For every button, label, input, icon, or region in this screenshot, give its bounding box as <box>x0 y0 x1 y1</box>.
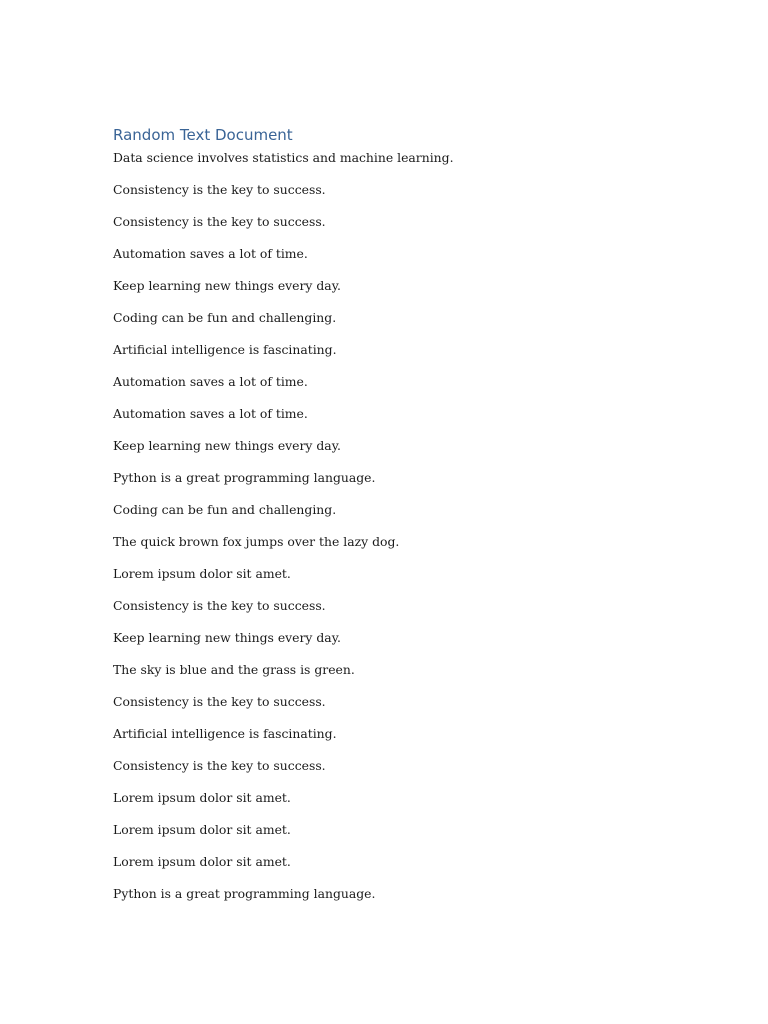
paragraph-line: The quick brown fox jumps over the lazy dog. <box>113 534 400 549</box>
paragraph-line: Automation saves a lot of time. <box>113 246 308 261</box>
paragraph-line: Consistency is the key to success. <box>113 598 326 613</box>
paragraph-line: The sky is blue and the grass is green. <box>113 662 355 677</box>
paragraph-line: Consistency is the key to success. <box>113 214 326 229</box>
paragraph-line: Data science involves statistics and machine learning. <box>113 150 454 165</box>
paragraph-line: Automation saves a lot of time. <box>113 374 308 389</box>
paragraph-line: Lorem ipsum dolor sit amet. <box>113 854 291 869</box>
paragraph-line: Automation saves a lot of time. <box>113 406 308 421</box>
document-title: Random Text Document <box>113 126 293 144</box>
paragraph-line: Python is a great programming language. <box>113 470 376 485</box>
paragraph-line: Artificial intelligence is fascinating. <box>113 342 337 357</box>
paragraph-line: Lorem ipsum dolor sit amet. <box>113 790 291 805</box>
paragraph-line: Consistency is the key to success. <box>113 758 326 773</box>
paragraph-line: Keep learning new things every day. <box>113 438 341 453</box>
paragraph-line: Consistency is the key to success. <box>113 694 326 709</box>
paragraph-line: Python is a great programming language. <box>113 886 376 901</box>
paragraph-line: Coding can be fun and challenging. <box>113 310 337 325</box>
paragraph-line: Consistency is the key to success. <box>113 182 326 197</box>
document-body <box>113 148 454 916</box>
paragraph-line: Keep learning new things every day. <box>113 278 341 293</box>
paragraph-line: Lorem ipsum dolor sit amet. <box>113 566 291 581</box>
paragraph-line: Lorem ipsum dolor sit amet. <box>113 822 291 837</box>
paragraph-line: Keep learning new things every day. <box>113 630 341 645</box>
paragraph-line: Coding can be fun and challenging. <box>113 502 337 517</box>
paragraph-line: Artificial intelligence is fascinating. <box>113 726 337 741</box>
